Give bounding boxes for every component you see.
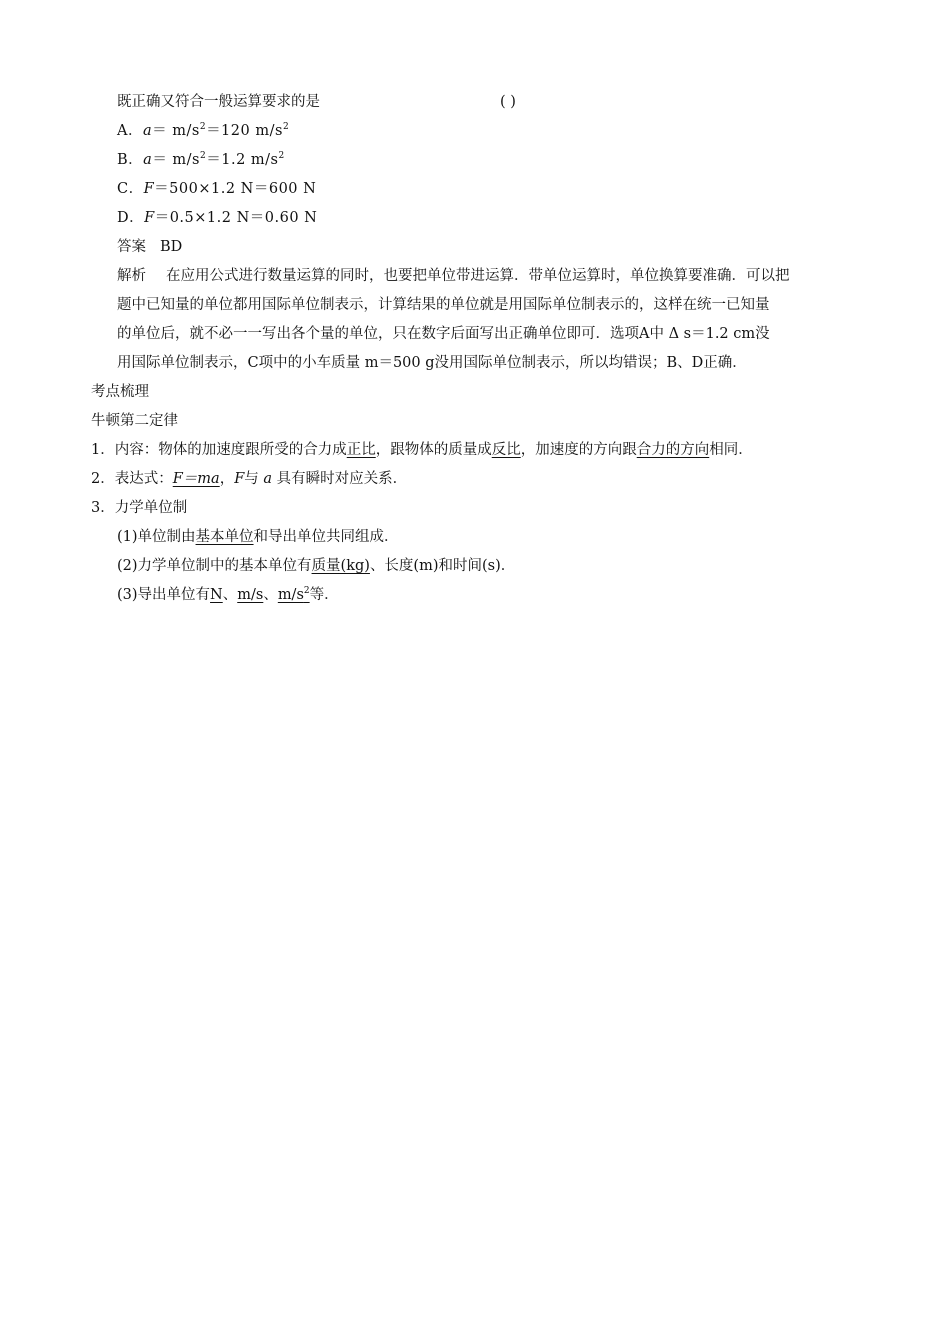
underlined-term: 反比 [491,442,521,458]
question-stem [117,92,516,112]
underlined-term: 合力的方向 [636,442,710,458]
item-text: 、长度(m)和时间(s)． [369,558,516,574]
section-heading: 考点梳理 [91,384,149,400]
option-label: D． [117,210,145,226]
item-title: 力学单位制 [114,500,188,516]
item-text: 相同． [709,442,753,458]
option-variable: F [143,181,155,197]
answer-label: 答案 [117,239,146,255]
list-item-1 [91,440,753,460]
option-result: ＝120 m/s [206,123,283,139]
item-text: ， [219,471,235,487]
answer-bracket: ( ) [500,94,516,110]
option-expression: ＝ m/s [152,152,200,168]
item-number: 2． [91,471,115,487]
formula: F＝ma [172,471,220,487]
option-label: C． [117,181,144,197]
underlined-term: 正比 [346,442,376,458]
item-text: 表达式： [114,471,173,487]
item-text: 具有瞬时对应关系． [272,471,408,487]
underlined-term: N [210,587,223,603]
option-result: ＝1.2 m/s [206,152,279,168]
underlined-term: 质量(kg) [311,558,370,574]
underlined-term [278,587,310,603]
superscript: 2 [282,122,290,132]
sub-item-3 [117,585,339,605]
analysis-line-4: 用国际单位制表示，C项中的小车质量 m＝500 g没用国际单位制表示，所以均错误；B、D正确． [117,355,747,371]
stem-text: 既正确又符合一般运算要求的是 [117,94,320,110]
analysis-line-1 [117,266,790,286]
analysis-line-3: 的单位后，就不必一一写出各个量的单位，只在数字后面写出正确单位即可．选项A中 Δ s＝1.2 cm没 [117,326,770,342]
answer-line [117,237,182,257]
analysis-text: 在应用公式进行数量运算的同时，也要把单位带进运算．带单位运算时，单位换算要准确．可以把 [166,268,790,284]
option-expression: ＝500×1.2 N＝600 N [154,181,317,197]
item-text: (1)单位制由 [117,529,196,545]
item-text: (3)导出单位有 [117,587,211,603]
option-d [117,208,317,228]
answer-value: BD [160,239,183,255]
separator: 、 [222,587,238,603]
list-item-2 [91,469,407,489]
option-variable: F [144,210,155,226]
variable-f: F [234,471,245,487]
option-label: A． [117,123,143,139]
section-subheading: 牛顿第二定律 [91,413,178,429]
underlined-term: m/s [237,587,264,603]
item-text: 与 [244,471,264,487]
option-expression: ＝0.5×1.2 N＝0.60 N [154,210,318,226]
option-label: B． [117,152,144,168]
superscript: 2 [303,586,310,596]
analysis-line-2: 题中已知量的单位都用国际单位制表示，计算结果的单位就是用国际单位制表示的，这样在统一已知量 [117,297,770,313]
separator: 、 [263,587,278,603]
list-item-3 [91,498,187,518]
item-number: 1． [91,442,115,458]
superscript: 2 [200,151,207,161]
sub-item-2 [117,556,515,576]
superscript: 2 [278,151,285,161]
item-text: 等． [309,587,339,603]
item-number: 3． [91,500,115,516]
superscript: 2 [199,122,207,132]
underlined-term: 基本单位 [195,529,254,545]
option-variable: a [143,152,153,168]
option-c [117,179,316,199]
option-b [117,150,285,170]
option-expression: ＝ m/s [152,123,200,139]
option-a [117,121,289,141]
sub-item-1 [117,527,399,547]
unit-text: m/s [277,587,304,603]
item-text: (2)力学单位制中的基本单位有 [117,558,312,574]
option-variable: a [142,123,153,139]
item-text: ，加速度的方向跟 [520,442,637,458]
item-text: ，跟物体的质量成 [375,442,492,458]
item-text: 和导出单位共同组成． [253,529,399,545]
variable-a: a [263,471,273,487]
item-text: 内容：物体的加速度跟所受的合力成 [114,442,347,458]
analysis-label: 解析 [117,268,146,284]
